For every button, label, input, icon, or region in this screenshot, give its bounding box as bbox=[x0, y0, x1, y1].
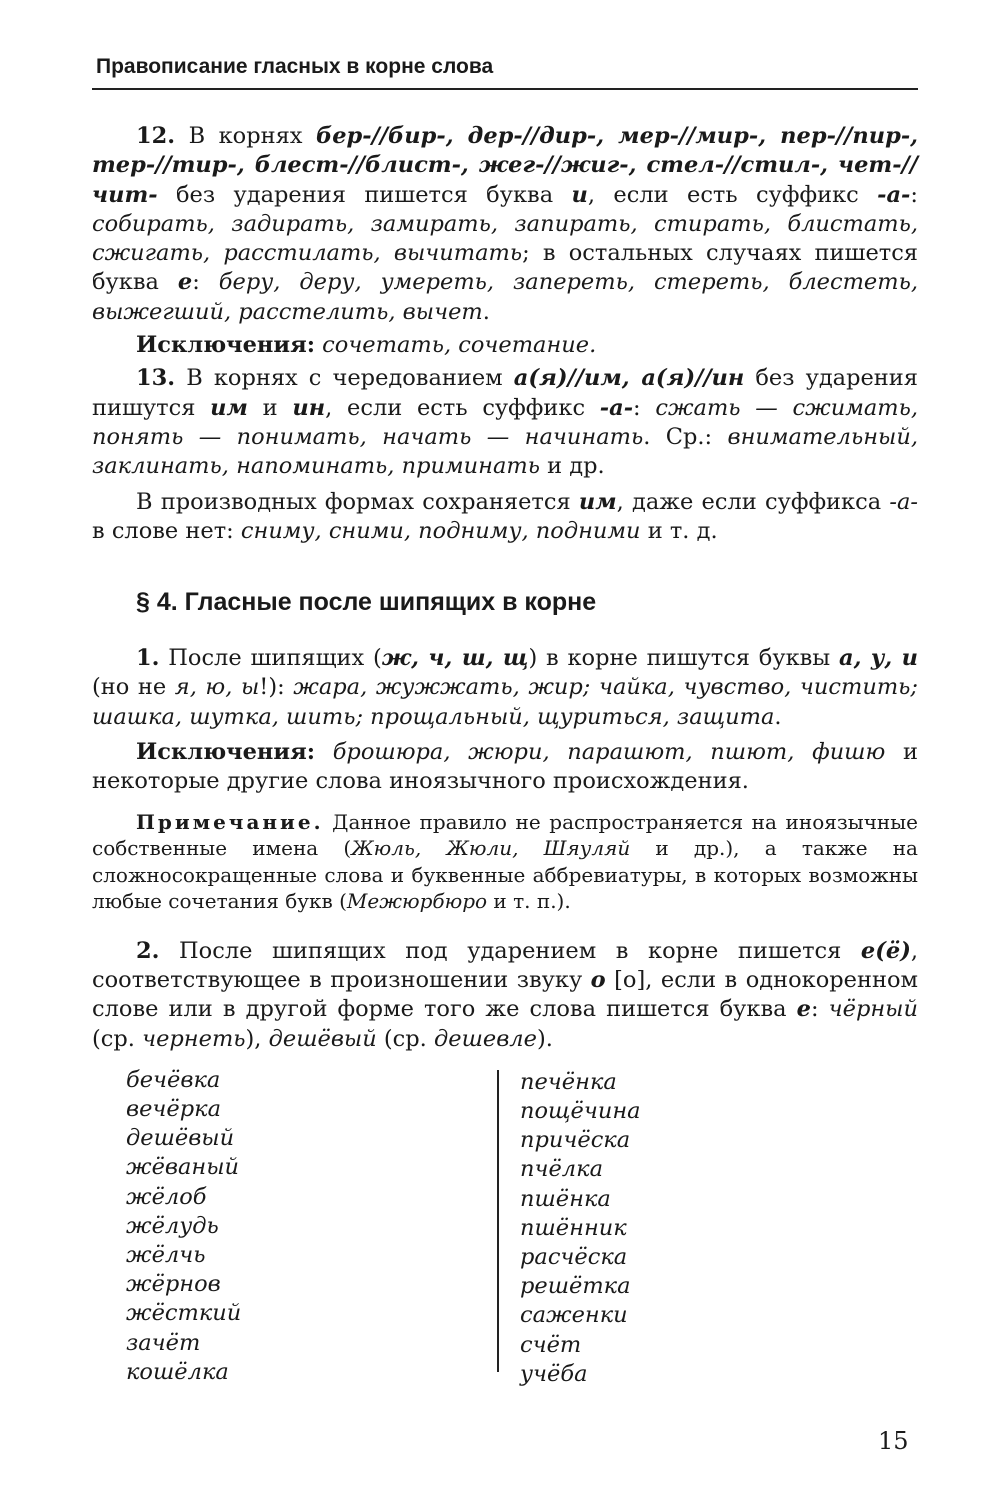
exceptions-12: Исключения: сочетать, сочетание. bbox=[136, 332, 597, 359]
section-heading: § 4. Гласные после шипящих в корне bbox=[136, 588, 597, 617]
examples: жара, жужжать, жир; чайка, чувство, чистить; шашка, шутка, шить; прощальный, щуриться, защита bbox=[92, 674, 918, 730]
list-item: жёрнов bbox=[126, 1271, 221, 1298]
list-item: жёлудь bbox=[126, 1212, 219, 1239]
word-list-right bbox=[520, 1068, 641, 1389]
list-item: учёба bbox=[520, 1360, 588, 1387]
list-item: счёт bbox=[520, 1331, 582, 1358]
list-item: причёска bbox=[520, 1127, 631, 1154]
list-item: пшёнка bbox=[520, 1185, 611, 1212]
rule-2: 2. После шипящих под ударением в корне пишется е(ё), соответствующее в произношении звуку о [о], если в однокоренном слове или в другой форме того же слова пишется буква е: чёрный (ср. чернеть), дешёвый (ср. дешевле). bbox=[92, 937, 918, 1052]
examples: беру, деру, умереть, запереть, стереть, блестеть, выжегший, расстелить, вычет bbox=[92, 269, 918, 325]
examples: сниму, сними, подниму, подними bbox=[240, 517, 641, 544]
note: Примечание. Данное правило не распространяется на иноязычные собственные имена (Жюль, Жюли, Шяуляй и др.), а также на сложносокращенные слова и буквенные аббревиатуры, в которых возможны любые сочетания букв (Межюрбюро и т. п.). bbox=[92, 809, 918, 914]
page bbox=[92, 52, 918, 1386]
list-item: пчёлка bbox=[520, 1156, 603, 1183]
word-list-left bbox=[126, 1066, 241, 1387]
list-item: жёлоб bbox=[126, 1183, 207, 1210]
list-item: печёнка bbox=[520, 1068, 617, 1095]
rule-12: 12. В корнях бер-//бир-, дер-//дир-, мер-//мир-, пер-//пир-, тер-//тир-, блест-//блист-, жег-//жиг-, стел-//стил-, чет-//чит- без ударения пишется буква и, если есть суффикс -а-: собирать, задирать, замирать, запирать, стирать, блистать, сжигать, расстилать, вычитать; в остальных случаях пишется буква е: беру, деру, умереть, запереть, стереть, блестеть, выжегший, расстелить, вычет. bbox=[92, 123, 918, 325]
examples: собирать, задирать, замирать, запирать, стирать, блистать, сжигать, расстилать, вычитать bbox=[92, 210, 918, 267]
rule-number: 1. bbox=[136, 645, 160, 672]
rule-number: 12. bbox=[136, 123, 176, 149]
word-columns bbox=[92, 1066, 918, 1386]
list-item: дешёвый bbox=[126, 1125, 235, 1152]
list-item: кошёлка bbox=[126, 1358, 229, 1385]
list-item: решётка bbox=[520, 1273, 631, 1300]
exceptions-label: Исключения: bbox=[136, 739, 316, 766]
running-header: Правописание гласных в корне слова bbox=[92, 52, 918, 90]
list-item: расчёска bbox=[520, 1244, 628, 1271]
examples: сжать — сжимать, понять — понимать, начать — начинать bbox=[92, 394, 918, 450]
column-divider bbox=[497, 1070, 499, 1372]
exceptions-1: Исключения: брошюра, жюри, парашют, пшют, фишю и некоторые другие слова иноязычного происхождения. bbox=[92, 739, 918, 795]
list-item: пшённик bbox=[520, 1214, 627, 1241]
roots-list: бер-//бир-, дер-//дир-, мер-//мир-, пер-//пир-, тер-//тир-, блест-//блист-, жег-//жиг-, стел-//стил-, чет-//чит- bbox=[92, 123, 918, 208]
list-item: саженки bbox=[520, 1302, 628, 1329]
rule-13: 13. В корнях с чередованием а(я)//им, а(я)//ин без ударения пишутся им и ин, если есть суффикс -а-: сжать — сжимать, понять — понимать, начать — начинать. Ср.: внимательный, заклинать, напоминать, приминать и др. bbox=[92, 365, 918, 480]
rule-number: 13. bbox=[136, 365, 176, 392]
list-item: вечёрка bbox=[126, 1096, 221, 1123]
page-number: 15 bbox=[878, 1427, 909, 1455]
rule-number: 2. bbox=[136, 937, 160, 964]
list-item: жёсткий bbox=[126, 1300, 242, 1327]
list-item: пощёчина bbox=[520, 1098, 641, 1125]
list-item: бечёвка bbox=[126, 1066, 221, 1093]
list-item: зачёт bbox=[126, 1329, 201, 1356]
note-label: Примечание. bbox=[136, 809, 324, 834]
rule-1: 1. После шипящих (ж, ч, ш, щ) в корне пишутся буквы а, у, и (но не я, ю, ы!): жара, жужжать, жир; чайка, чувство, чистить; шашка, шутка, шить; прощальный, щуриться, защита. bbox=[92, 645, 919, 730]
list-item: жёлчь bbox=[126, 1242, 206, 1269]
list-item: жёваный bbox=[126, 1154, 240, 1181]
derivative-forms: В производных формах сохраняется им, даже если суффикса -а- в слове нет: сниму, сними, подниму, подними и т. д. bbox=[92, 488, 918, 544]
exceptions-label: Исключения: bbox=[136, 332, 316, 359]
